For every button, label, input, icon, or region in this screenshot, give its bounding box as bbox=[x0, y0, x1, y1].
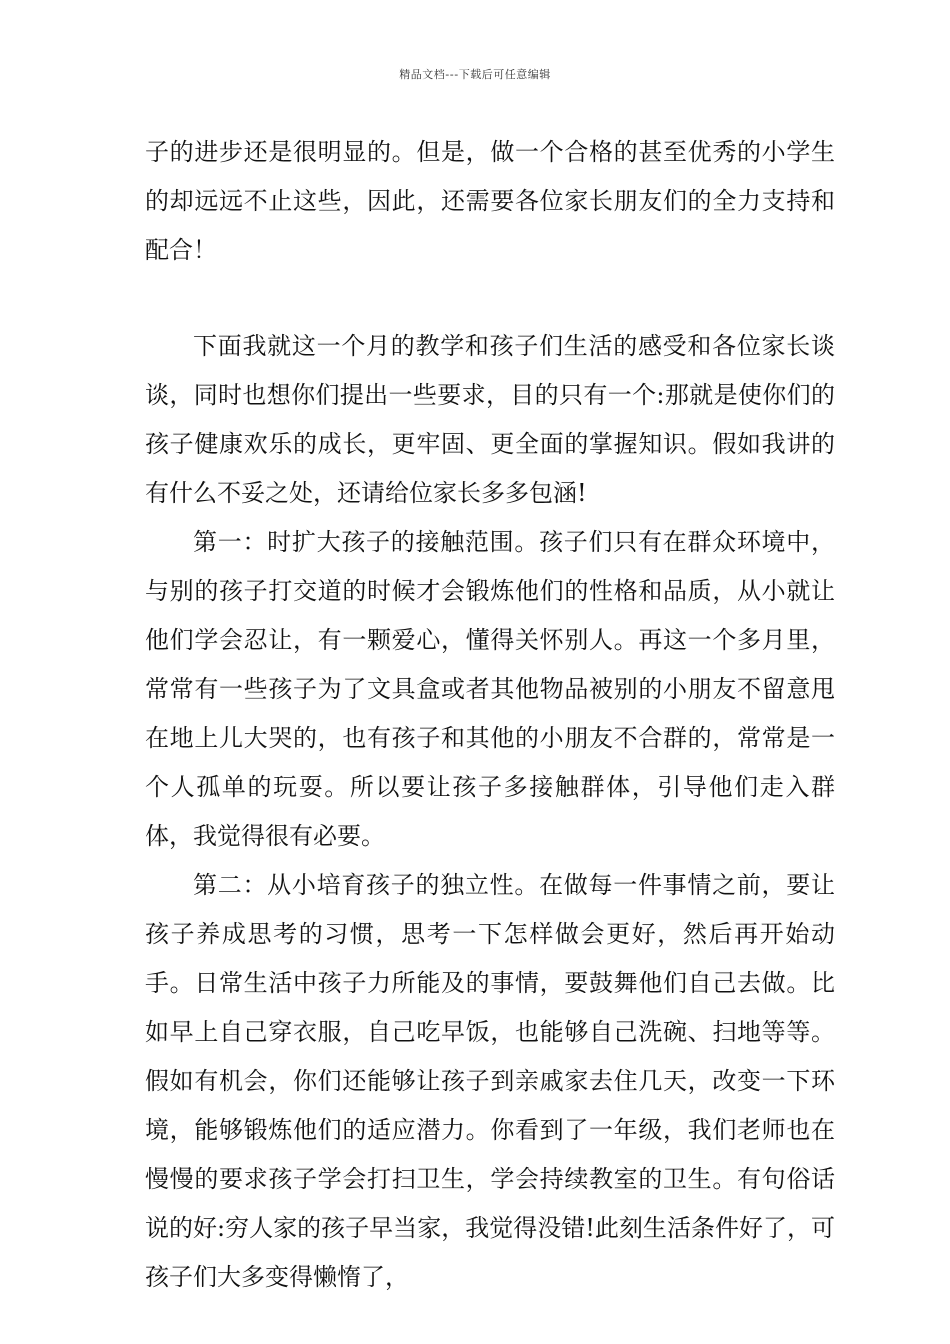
paragraph-point-two: 第二：从小培育孩子的独立性。在做每一件事情之前，要让孩子养成思考的习惯，思考一下怎样做会更好，然后再开始动手。日常生活中孩子力所能及的事情，要鼓舞他们自己去做。比如早上自己穿衣服，自己吃早饭，也能够自己洗碗、扫地等等。假如有机会，你们还能够让孩子到亲戚家去住几天，改变一下环境，能够锻炼他们的适应潜力。你看到了一年级，我们老师也在慢慢的要求孩子学会打扫卫生，学会持续教室的卫生。有句俗话说的好:穷人家的孩子早当家，我觉得没错!此刻生活条件好了，可孩子们大多变得懒惰了， bbox=[145, 871, 835, 1291]
paragraph-intro: 下面我就这一个月的教学和孩子们生活的感受和各位家长谈谈，同时也想你们提出一些要求，目的只有一个:那就是使你们的孩子健康欢乐的成长，更牢固、更全面的掌握知识。假如我讲的有什么不妥之处，还请给位家长多多包涵! bbox=[145, 332, 835, 507]
document-body bbox=[145, 128, 835, 1302]
page-header: 精品文档---下载后可任意编辑 bbox=[399, 68, 551, 81]
paragraph-gap bbox=[145, 275, 835, 322]
paragraph-continuation: 子的进步还是很明显的。但是，做一个合格的甚至优秀的小学生的却远远不止这些，因此，还需要各位家长朋友们的全力支持和配合！ bbox=[145, 138, 835, 264]
paragraph-point-one: 第一：时扩大孩子的接触范围。孩子们只有在群众环境中，与别的孩子打交道的时候才会锻炼他们的性格和品质，从小就让他们学会忍让，有一颗爱心，懂得关怀别人。再这一个多月里，常常有一些孩子为了文具盒或者其他物品被别的小朋友不留意甩在地上儿大哭的，也有孩子和其他的小朋友不合群的，常常是一个人孤单的玩耍。所以要让孩子多接触群体，引导他们走入群体，我觉得很有必要。 bbox=[145, 528, 835, 850]
